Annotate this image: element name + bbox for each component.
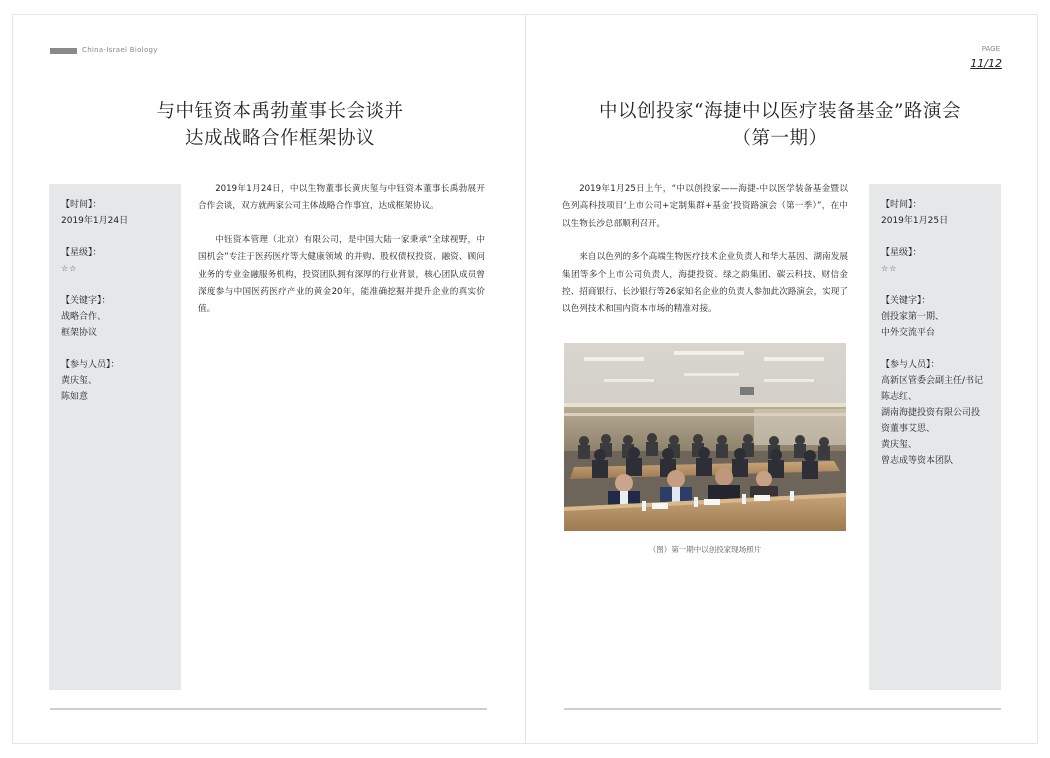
right-article-body (562, 181, 848, 335)
participant: 黄庆玺、 (61, 376, 98, 386)
left-title-line2: 达成战略合作框架协议 (184, 128, 375, 149)
participant: 湖南海捷投资有限公司投 (881, 408, 981, 418)
right-meta-time (881, 197, 991, 229)
left-footer-rule (50, 708, 487, 710)
right-meta-people (881, 357, 991, 469)
keyword: 战略合作、 (61, 312, 107, 322)
keyword: 中外交流平台 (881, 328, 936, 338)
conference-room-illustration (564, 343, 846, 531)
paragraph: 中钰资本管理（北京）有限公司，是中国大陆一家秉承“全球视野，中国机会”专注于医药医疗等大健康领域 的并购、股权债权投资、融资、顾问业务的专业金融服务机构，投资团队拥有深厚的行业背景，核心团队成员曾深度参与中国医药医疗产业的黄金20年，能准确挖掘并提升企业的真实价值。 (198, 234, 485, 315)
time-label: 【时间】： (61, 200, 102, 210)
time-value: 2019年1月24日 (61, 216, 129, 226)
keyword: 框架协议 (61, 328, 98, 338)
participant: 陈如意 (61, 392, 89, 402)
right-title-line2: （第一期） (732, 128, 828, 149)
photo-caption: （图）第一期中以创投家现场照片 (648, 545, 762, 554)
level-label: 【星级】： (881, 248, 922, 258)
participant: 陈志红、 (881, 392, 918, 402)
keywords-label: 【关键字】： (881, 296, 931, 306)
page-fold (525, 14, 526, 744)
right-meta-level (881, 245, 991, 277)
participant: 黄庆玺、 (881, 440, 918, 450)
right-title-line1: 中以创投家“海捷中以医疗装备基金”路演会 (599, 101, 961, 122)
keywords-label: 【关键字】： (61, 296, 111, 306)
right-article-title (555, 98, 1005, 152)
keyword: 创投家第一期、 (881, 312, 945, 322)
right-meta-sidebar (869, 184, 1001, 690)
left-article-body (198, 181, 485, 335)
left-title-line1: 与中钰资本禹勃董事长会谈并 (156, 101, 404, 122)
level-label: 【星级】： (61, 248, 102, 258)
left-meta-time (61, 197, 171, 229)
event-photo (564, 343, 846, 531)
participant: 资董事艾思、 (881, 424, 936, 434)
page-label: PAGE (981, 45, 1000, 53)
people-label: 【参与人员】： (881, 360, 940, 370)
page-number: 11/12 (970, 57, 1002, 70)
time-label: 【时间】： (881, 200, 922, 210)
paragraph: 2019年1月25日上午，“中以创投家——海捷-中以医学装备基金暨以色列高科技项目‘上市公司+定制集群+基金’投资路演会（第一季）”，在中以生物长沙总部顺利召开。 (562, 184, 848, 229)
brand-name: China-Israel Biology (82, 46, 158, 54)
time-value: 2019年1月25日 (881, 216, 949, 226)
left-meta-sidebar (49, 184, 181, 690)
participant: 曾志成等资本团队 (881, 456, 954, 466)
left-meta-keywords (61, 293, 171, 341)
left-meta-level (61, 245, 171, 277)
right-footer-rule (564, 708, 1001, 710)
left-meta-people (61, 357, 171, 405)
paragraph: 2019年1月24日，中以生物董事长黄庆玺与中钰资本董事长禹勃展开合作会谈，双方就两家公司主体战略合作事宜，达成框架协议。 (198, 184, 485, 212)
star-rating-icon: ☆☆ (61, 264, 78, 273)
left-article-title (100, 98, 460, 152)
participant: 高新区管委会副主任/书记 (881, 376, 984, 386)
brand-bar (50, 48, 77, 54)
people-label: 【参与人员】： (61, 360, 120, 370)
star-rating-icon: ☆☆ (881, 264, 898, 273)
right-meta-keywords (881, 293, 991, 341)
paragraph: 来自以色列的多个高端生物医疗技术企业负责人和华大基因、湖南发展集团等多个上市公司负责人，海捷投资、绿之韵集团、碳云科技、财信金控、招商银行、长沙银行等26家知名企业的负责人参加此次路演会，实现了以色列技术和国内资本市场的精准对接。 (562, 252, 848, 315)
